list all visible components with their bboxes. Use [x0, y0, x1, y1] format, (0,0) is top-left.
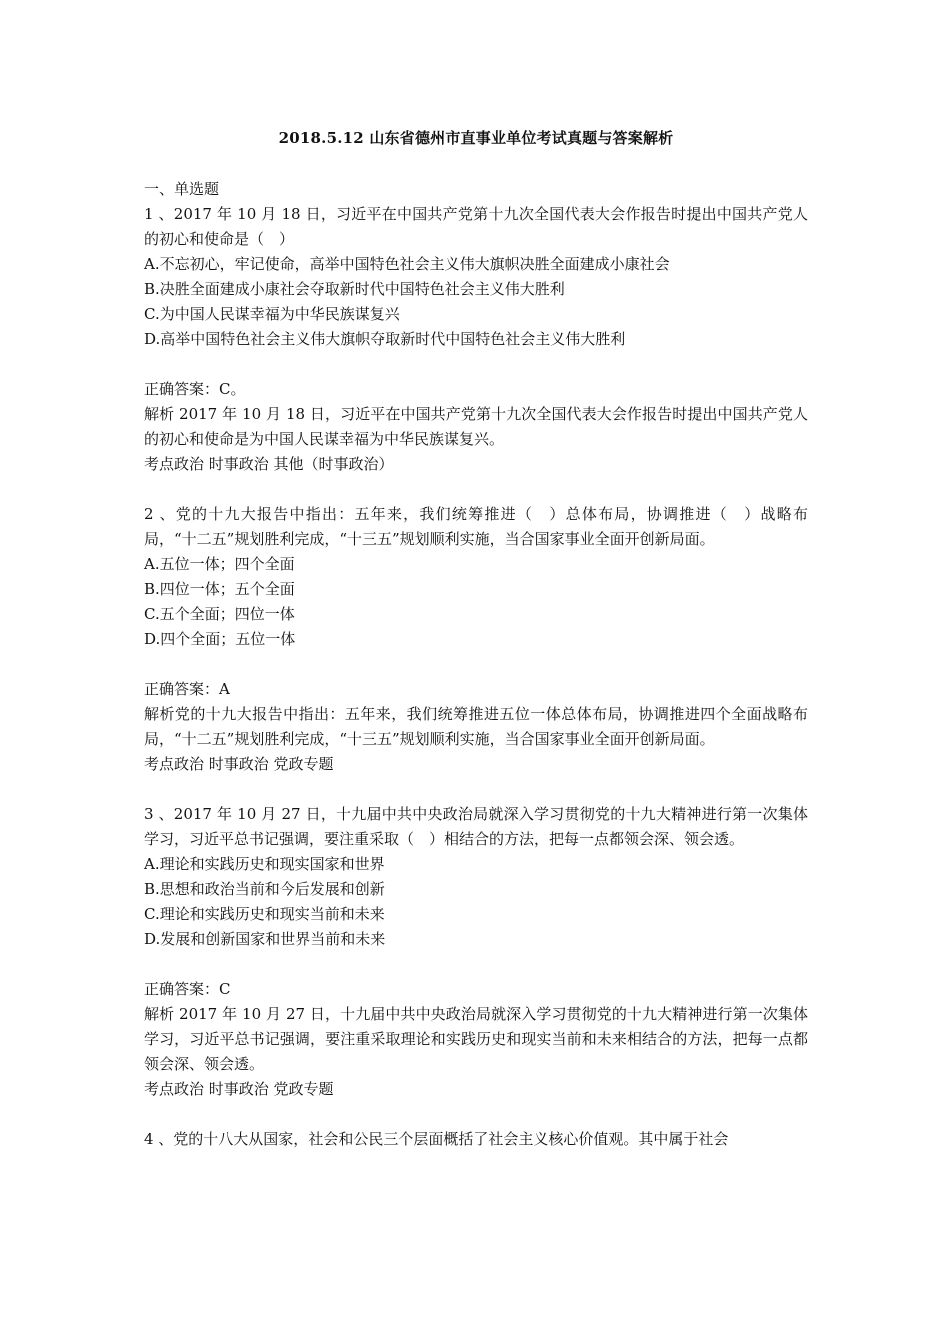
answer-analysis: 解析 2017 年 10 月 27 日，十九届中共中央政治局就深入学习贯彻党的十九大精神进行第一次集体学习，习近平总书记强调，要注重采取理论和实践历史和现实当前和未来相结合的方法，把每一点都领会深、领会透。 [144, 1005, 808, 1073]
answer-analysis: 解析 2017 年 10 月 18 日，习近平在中国共产党第十九次全国代表大会作报告时提出中国共产党人的初心和使命是为中国人民谋幸福为中华民族谋复兴。 [144, 405, 808, 448]
option-a: A.不忘初心，牢记使命，高举中国特色社会主义伟大旗帜决胜全面建成小康社会 [144, 255, 670, 273]
question-3 [144, 802, 808, 1102]
option-c: C.五个全面；四位一体 [144, 605, 295, 623]
option-a: A.五位一体；四个全面 [144, 555, 295, 573]
option-d: D.四个全面；五位一体 [144, 630, 296, 648]
topic-tags: 考点政治 时事政治 党政专题 [144, 755, 334, 773]
topic-tags: 考点政治 时事政治 党政专题 [144, 1080, 334, 1098]
section-heading: 一、单选题 [144, 180, 220, 198]
question-1 [144, 202, 808, 477]
option-d: D.高举中国特色社会主义伟大旗帜夺取新时代中国特色社会主义伟大胜利 [144, 330, 626, 348]
answer-analysis: 解析党的十九大报告中指出：五年来，我们统筹推进五位一体总体布局，协调推进四个全面战略布局，“十二五”规划胜利完成，“十三五”规划顺利实施，当合国家事业全面开创新局面。 [144, 705, 808, 748]
option-b: B.思想和政治当前和今后发展和创新 [144, 880, 385, 898]
question-stem: 3 、2017 年 10 月 27 日，十九届中共中央政治局就深入学习贯彻党的十九大精神进行第一次集体学习，习近平总书记强调，要注重采取（ ）相结合的方法，把每一点都领会深、领会透。 [144, 805, 808, 848]
correct-answer: 正确答案：C。 [144, 380, 246, 398]
option-d: D.发展和创新国家和世界当前和未来 [144, 930, 386, 948]
option-c: C.为中国人民谋幸福为中华民族谋复兴 [144, 305, 400, 323]
topic-tags: 考点政治 时事政治 其他（时事政治） [144, 455, 394, 473]
correct-answer: 正确答案：C [144, 980, 231, 998]
option-b: B.四位一体；五个全面 [144, 580, 295, 598]
correct-answer: 正确答案：A [144, 680, 230, 698]
document-title: 2018.5.12 山东省德州市直事业单位考试真题与答案解析 [278, 129, 674, 147]
document-page [144, 118, 808, 1177]
option-a: A.理论和实践历史和现实国家和世界 [144, 855, 385, 873]
question-stem: 1 、2017 年 10 月 18 日，习近平在中国共产党第十九次全国代表大会作报告时提出中国共产党人的初心和使命是（ ） [144, 205, 808, 248]
question-4 [144, 1127, 808, 1152]
question-2 [144, 502, 808, 777]
question-stem: 4 、党的十八大从国家，社会和公民三个层面概括了社会主义核心价值观。其中属于社会 [144, 1130, 729, 1148]
question-stem: 2 、党的十九大报告中指出：五年来，我们统筹推进（ ）总体布局，协调推进（ ）战略布局，“十二五”规划胜利完成，“十三五”规划顺利实施，当合国家事业全面开创新局面。 [144, 505, 808, 548]
option-c: C.理论和实践历史和现实当前和未来 [144, 905, 385, 923]
option-b: B.决胜全面建成小康社会夺取新时代中国特色社会主义伟大胜利 [144, 280, 565, 298]
